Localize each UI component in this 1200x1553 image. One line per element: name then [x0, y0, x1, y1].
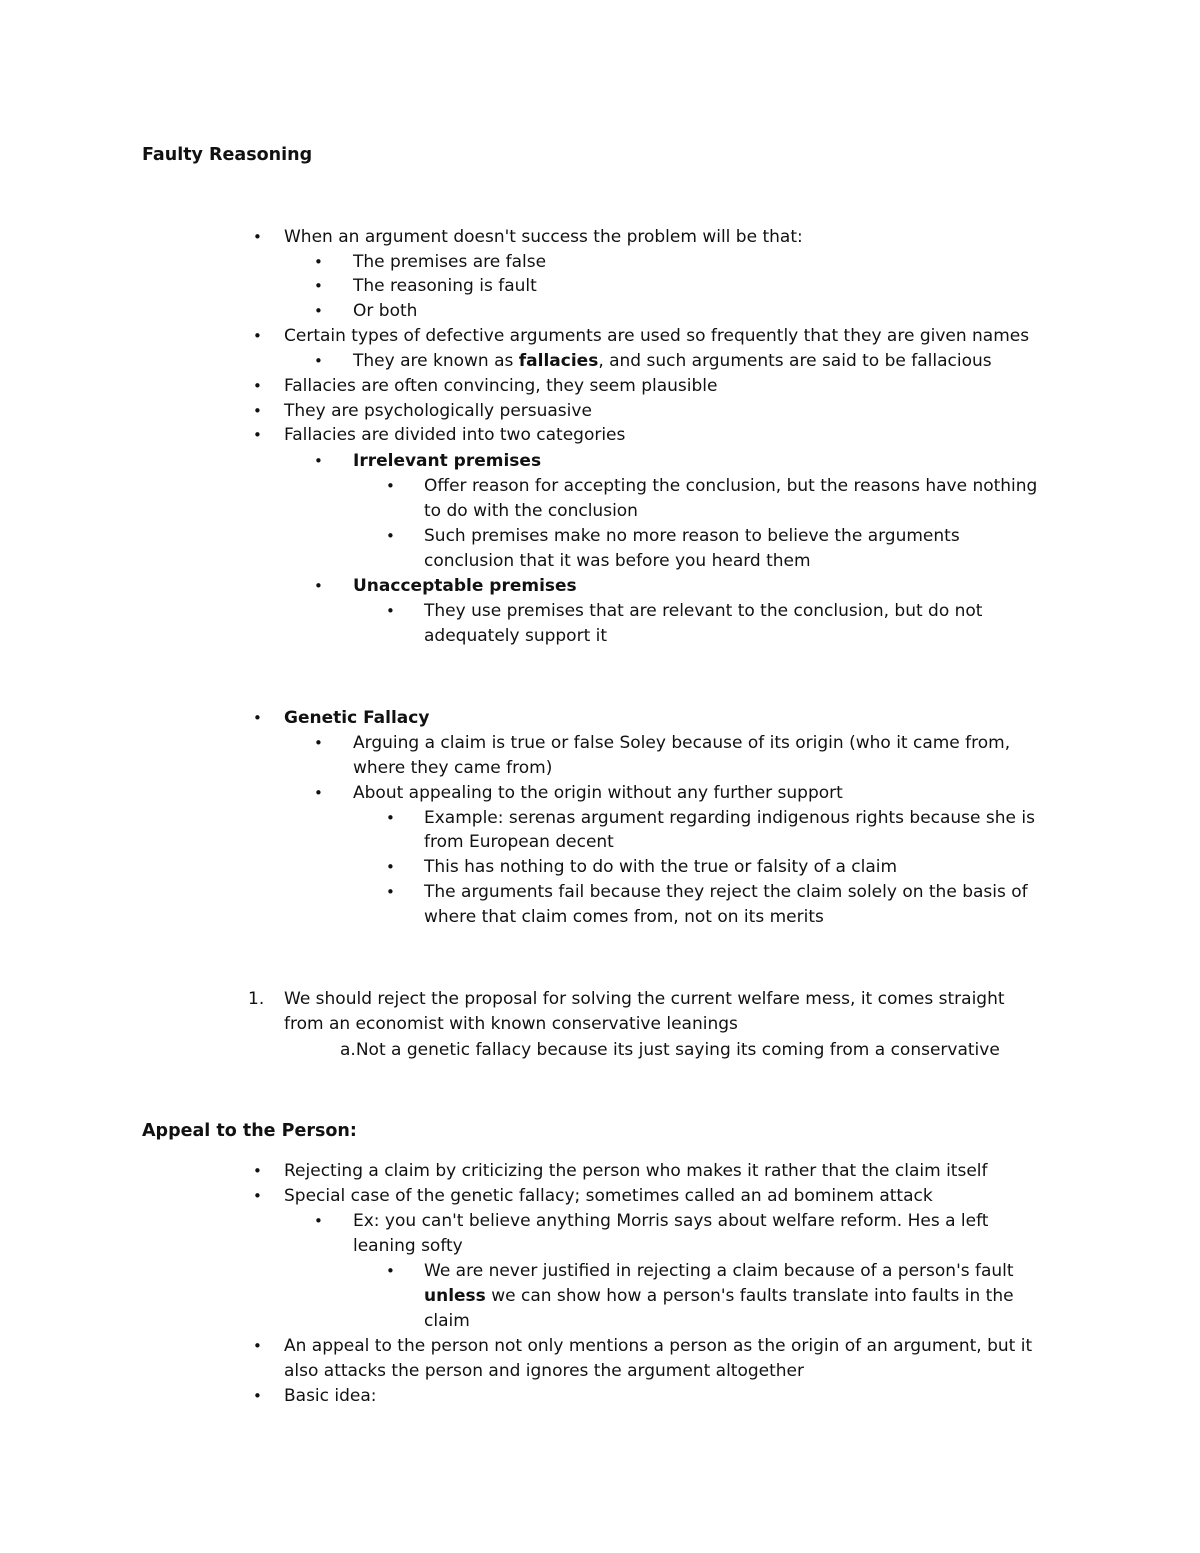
bullet-icon: • [253, 377, 262, 395]
list-item-continuation: where that claim comes from, not on its merits [424, 907, 824, 927]
list-item: • About appealing to the origin without any further support [0, 781, 1200, 806]
bullet-icon: • [253, 1187, 262, 1205]
list-item: • Unacceptable premises [0, 574, 1200, 599]
list-item: • The premises are false [0, 250, 1200, 275]
list-item-continuation: leaning softy [353, 1236, 463, 1256]
list-item: • This has nothing to do with the true or falsity of a claim [0, 855, 1200, 880]
list-item-continuation: to do with the conclusion [424, 501, 638, 521]
list-item: • When an argument doesn't success the problem will be that: [0, 225, 1200, 250]
bullet-icon: • [314, 277, 323, 295]
number-label: 1. [248, 989, 265, 1009]
list-item-continuation: where they came from) [353, 758, 553, 778]
list-item: • They use premises that are relevant to the conclusion, but do not [0, 599, 1200, 624]
list-item: • An appeal to the person not only mentions a person as the origin of an argument, but it [0, 1334, 1200, 1359]
list-item: • Rejecting a claim by criticizing the person who makes it rather that the claim itself [0, 1159, 1200, 1184]
bullet-icon: • [386, 858, 395, 876]
list-item: • They are psychologically persuasive [0, 399, 1200, 424]
list-item: • The reasoning is fault [0, 274, 1200, 299]
bullet-icon: • [386, 1262, 395, 1280]
list-item: • Fallacies are divided into two categories [0, 423, 1200, 448]
list-item: • Example: serenas argument regarding indigenous rights because she is [0, 806, 1200, 831]
list-item: • The arguments fail because they reject the claim solely on the basis of [0, 880, 1200, 905]
bullet-icon: • [386, 883, 395, 901]
bullet-icon: • [386, 527, 395, 545]
list-item-continuation: adequately support it [424, 626, 608, 646]
bullet-icon: • [386, 809, 395, 827]
list-item: • Or both [0, 299, 1200, 324]
page-title: Faulty Reasoning [142, 145, 313, 165]
list-item-continuation: also attacks the person and ignores the argument altogether [284, 1361, 804, 1381]
bullet-icon: • [314, 784, 323, 802]
list-item: • Ex: you can't believe anything Morris says about welfare reform. Hes a left [0, 1209, 1200, 1234]
bullet-icon: • [314, 302, 323, 320]
list-item: • Such premises make no more reason to believe the arguments [0, 524, 1200, 549]
bullet-icon: • [386, 477, 395, 495]
bullet-icon: • [253, 426, 262, 444]
numbered-item-continuation: from an economist with known conservative leanings [284, 1014, 738, 1034]
list-item: • Genetic Fallacy [0, 706, 1200, 731]
bullet-icon: • [253, 1337, 262, 1355]
list-item: • Certain types of defective arguments are used so frequently that they are given names [0, 324, 1200, 349]
list-item-continuation: unless we can show how a person's faults translate into faults in the [424, 1286, 1014, 1306]
bullet-icon: • [253, 1387, 262, 1405]
list-item: • Offer reason for accepting the conclusion, but the reasons have nothing [0, 474, 1200, 499]
list-item-continuation: conclusion that it was before you heard them [424, 551, 811, 571]
bullet-icon: • [314, 577, 323, 595]
list-item-continuation: from European decent [424, 832, 614, 852]
list-item: • Arguing a claim is true or false Soley because of its origin (who it came from, [0, 731, 1200, 756]
bullet-icon: • [253, 402, 262, 420]
bullet-icon: • [314, 1212, 323, 1230]
section-heading: Appeal to the Person: [142, 1121, 357, 1141]
bullet-icon: • [314, 253, 323, 271]
bullet-icon: • [253, 228, 262, 246]
bullet-icon: • [386, 602, 395, 620]
bullet-icon: • [314, 452, 323, 470]
list-item: • Irrelevant premises [0, 449, 1200, 474]
list-item: • Basic idea: [0, 1384, 1200, 1409]
list-item: • We are never justified in rejecting a claim because of a person's fault [0, 1259, 1200, 1284]
list-item: • Special case of the genetic fallacy; sometimes called an ad bominem attack [0, 1184, 1200, 1209]
numbered-item: 1. We should reject the proposal for solving the current welfare mess, it comes straight [0, 987, 1200, 1012]
list-item-continuation: claim [424, 1311, 470, 1331]
bullet-icon: • [253, 327, 262, 345]
numbered-subitem: a.Not a genetic fallacy because its just saying its coming from a conservative [340, 1040, 1000, 1060]
bullet-icon: • [314, 352, 323, 370]
list-item: • They are known as fallacies, and such arguments are said to be fallacious [0, 349, 1200, 374]
bullet-icon: • [253, 709, 262, 727]
bullet-icon: • [253, 1162, 262, 1180]
list-item: • Fallacies are often convincing, they seem plausible [0, 374, 1200, 399]
bullet-icon: • [314, 734, 323, 752]
